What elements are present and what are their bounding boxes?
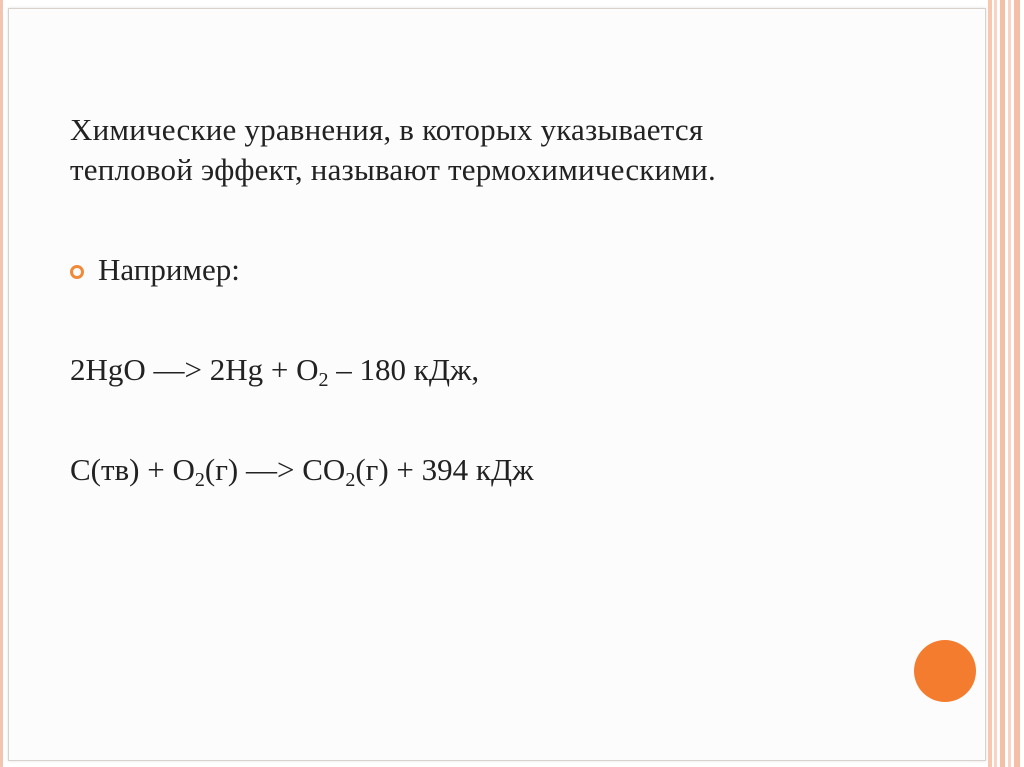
equation-2-subscript-2: 2: [345, 469, 356, 491]
definition-line-2: тепловой эффект, называют термохимическими.: [70, 152, 716, 187]
equation-carbon-combustion: [70, 450, 534, 490]
decorative-stripe: [994, 0, 997, 767]
equation-2-subscript-1: 2: [194, 469, 205, 491]
decorative-stripe: [1008, 0, 1011, 767]
bullet-ring-icon: [70, 265, 84, 279]
equation-2-part-2: (г) —> CO: [204, 452, 346, 487]
example-bullet: [70, 250, 240, 290]
equation-mercury-oxide: [70, 350, 479, 390]
equation-1-tail: – 180 кДж,: [328, 352, 480, 387]
equation-1-text: 2HgO —> 2Hg + O: [70, 352, 319, 387]
example-label: Например:: [98, 252, 240, 287]
equation-2-part-1: C(тв) + O: [70, 452, 195, 487]
equation-1-subscript: 2: [318, 369, 329, 391]
decorative-stripe: [988, 0, 992, 767]
orange-circle-decoration: [914, 640, 976, 702]
decorative-stripe: [1014, 0, 1020, 767]
equation-2-part-3: (г) + 394 кДж: [355, 452, 534, 487]
left-edge-stripe: [0, 0, 3, 767]
decorative-stripe: [1000, 0, 1005, 767]
definition-text: [70, 110, 910, 190]
definition-line-1: Химические уравнения, в которых указывается: [70, 112, 704, 147]
